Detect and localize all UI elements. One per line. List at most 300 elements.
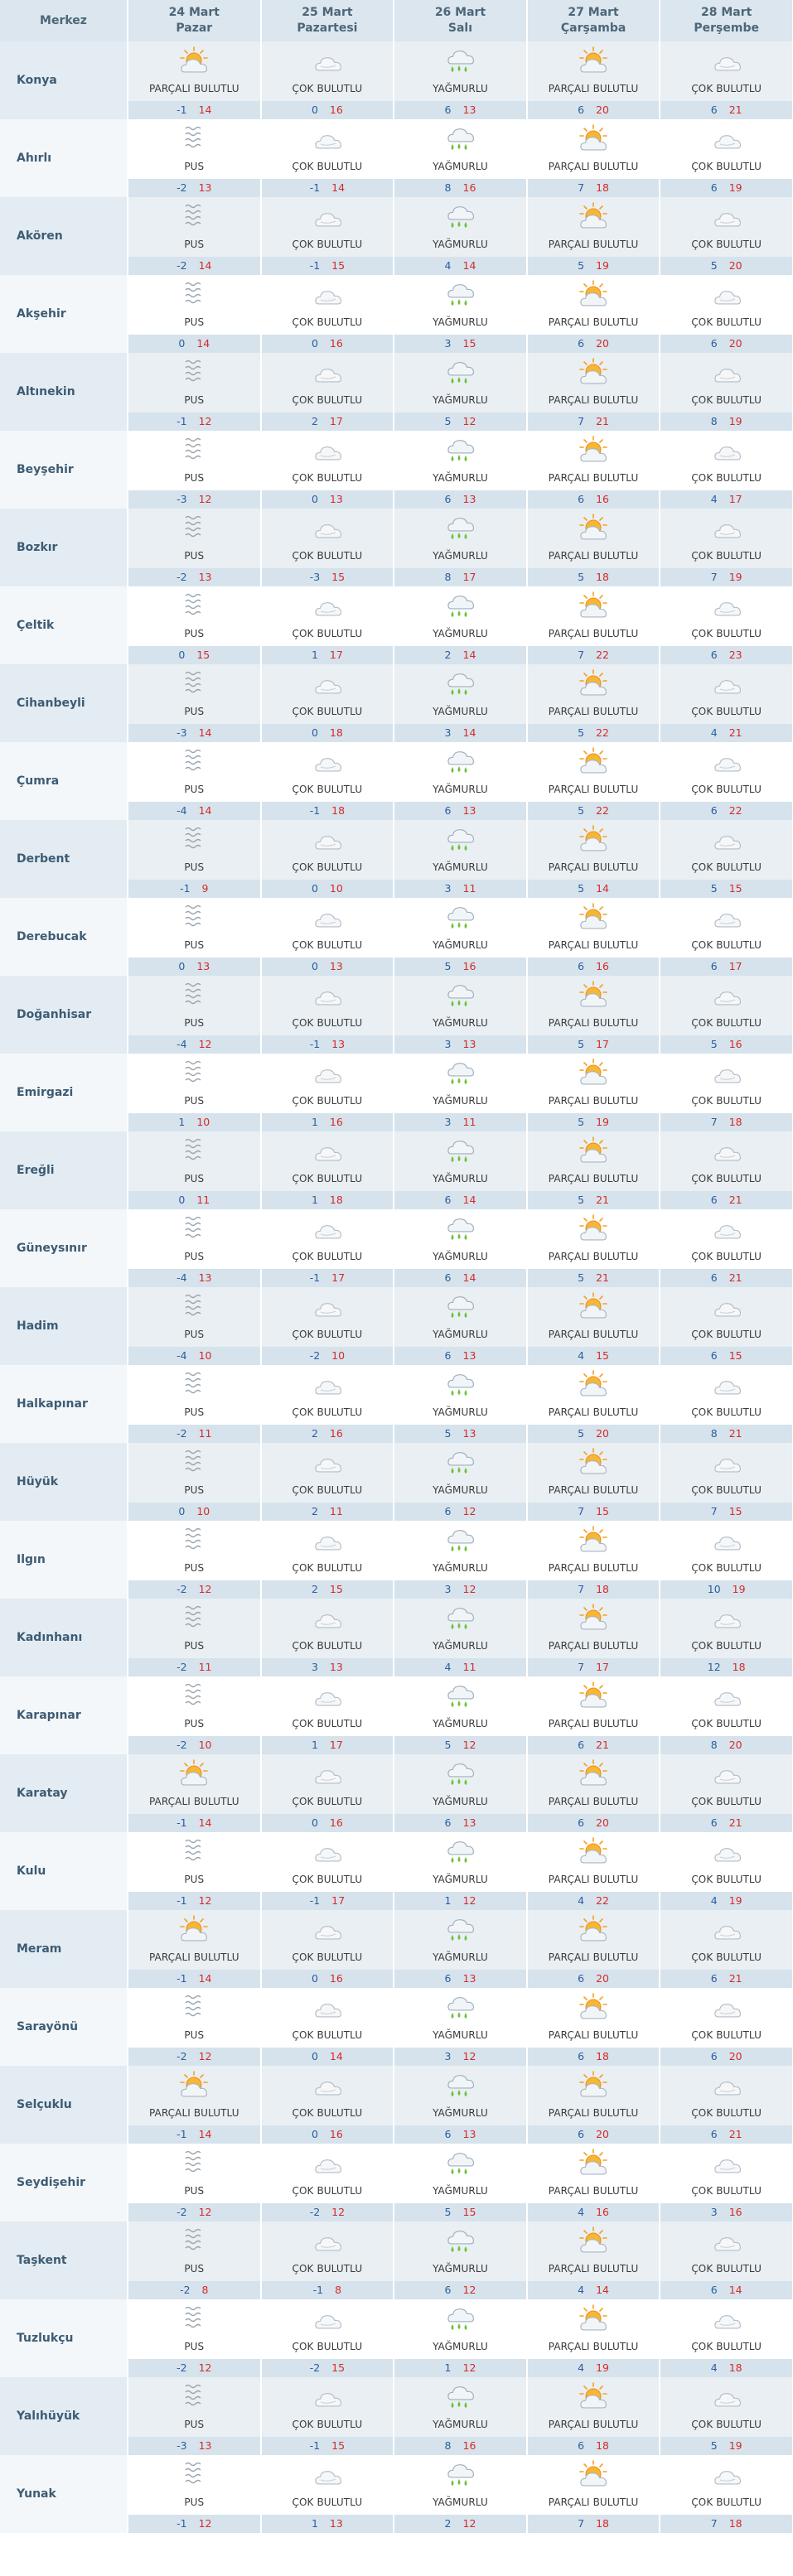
day-forecast-cell (261, 2221, 394, 2299)
partly-cloudy-icon (577, 825, 610, 853)
max-temperature: 13 (198, 1271, 212, 1284)
min-temperature: 6 (710, 649, 718, 661)
cloudy-icon (710, 1136, 743, 1165)
min-temperature: 6 (444, 1816, 452, 1829)
temperature-band (660, 2125, 792, 2144)
day-forecast-cell (660, 1599, 793, 1676)
cloudy-icon (311, 981, 344, 1009)
day-forecast-cell (660, 1988, 793, 2066)
day-forecast-cell (128, 2455, 261, 2533)
location-name: Taşkent (0, 2221, 128, 2299)
condition-label: PUS (184, 2496, 205, 2508)
min-temperature: 6 (444, 1194, 452, 1206)
day-forecast-cell (660, 1131, 793, 1209)
day-forecast-cell (660, 431, 793, 509)
condition-label: ÇOK BULUTLU (292, 316, 363, 328)
min-temperature: -2 (176, 1427, 187, 1440)
min-temperature: -2 (176, 2050, 187, 2062)
condition-label: PUS (184, 1329, 205, 1340)
cloudy-icon (710, 2304, 743, 2332)
max-temperature: 15 (728, 882, 742, 895)
temperature-band (660, 958, 792, 976)
max-temperature: 19 (596, 259, 609, 272)
condition-label: ÇOK BULUTLU (292, 1173, 363, 1184)
day-forecast-cell (660, 1209, 793, 1287)
day-forecast-cell (128, 1521, 261, 1599)
cloudy-icon (311, 1059, 344, 1087)
condition-label: ÇOK BULUTLU (691, 1251, 762, 1262)
day-forecast-cell (261, 1832, 394, 1910)
min-temperature: 6 (710, 337, 718, 350)
partly-cloudy-icon (577, 903, 610, 931)
location-column-header: Merkez (0, 0, 128, 41)
condition-label: PARÇALI BULUTLU (148, 1951, 239, 1963)
condition-label: PARÇALI BULUTLU (548, 2419, 639, 2430)
forecast-row (0, 1910, 793, 1988)
condition-label: PUS (184, 239, 205, 250)
max-temperature: 13 (329, 960, 343, 972)
temperature-band (128, 880, 260, 898)
max-temperature: 13 (198, 2439, 212, 2452)
max-temperature: 10 (198, 1349, 212, 1362)
min-temperature: -1 (180, 882, 191, 895)
min-temperature: 0 (311, 2050, 318, 2062)
min-temperature: 1 (311, 649, 318, 661)
cloudy-icon (311, 2226, 344, 2255)
day-forecast-cell (527, 742, 660, 820)
rain-icon (443, 1681, 476, 1710)
forecast-header (0, 0, 793, 41)
forecast-row (0, 898, 793, 976)
partly-cloudy-icon (177, 46, 210, 75)
max-temperature: 12 (462, 1505, 476, 1517)
temperature-band (394, 1736, 526, 1754)
haze-icon (177, 591, 210, 620)
min-temperature: 2 (311, 1583, 318, 1595)
location-name: Halkapınar (0, 1365, 128, 1443)
day-forecast-cell (527, 2299, 660, 2377)
condition-label: YAĞMURLU (433, 1874, 488, 1885)
temperature-band (660, 2359, 792, 2377)
temperature-band (128, 958, 260, 976)
min-temperature: -1 (176, 415, 187, 427)
min-temperature: 1 (311, 1739, 318, 1751)
cloudy-icon (710, 280, 743, 308)
condition-label: YAĞMURLU (433, 861, 488, 873)
min-temperature: 8 (444, 571, 452, 583)
rain-icon (443, 1370, 476, 1398)
temperature-band (660, 724, 792, 742)
day-forecast-cell (394, 2221, 527, 2299)
day-forecast-cell (660, 1054, 793, 1131)
cloudy-icon (710, 202, 743, 230)
max-temperature: 21 (728, 726, 742, 739)
day-forecast-cell (128, 431, 261, 509)
day-weekday: Salı (447, 22, 473, 35)
forecast-row (0, 820, 793, 898)
rain-icon (443, 1759, 476, 1787)
max-temperature: 20 (728, 337, 742, 350)
cloudy-icon (311, 1604, 344, 1632)
day-forecast-cell (660, 1754, 793, 1832)
condition-label: ÇOK BULUTLU (292, 706, 363, 717)
day-forecast-cell (394, 1443, 527, 1521)
max-temperature: 21 (728, 104, 742, 116)
day-forecast-cell (660, 820, 793, 898)
temperature-band (394, 1503, 526, 1521)
min-temperature: 6 (578, 2439, 585, 2452)
min-temperature: 5 (578, 1038, 585, 1050)
condition-label: PUS (184, 2341, 205, 2352)
day-forecast-cell (261, 1910, 394, 1988)
temperature-band (528, 490, 660, 509)
day-forecast-cell (261, 1676, 394, 1754)
max-temperature: 23 (728, 649, 742, 661)
forecast-row (0, 2221, 793, 2299)
max-temperature: 15 (331, 571, 346, 583)
min-temperature: 3 (311, 1661, 318, 1673)
condition-label: ÇOK BULUTLU (691, 1718, 762, 1729)
day-forecast-cell (261, 898, 394, 976)
location-name: Selçuklu (0, 2066, 128, 2144)
max-temperature: 20 (596, 1972, 609, 1985)
min-temperature: 6 (710, 1972, 718, 1985)
temperature-band (394, 2048, 526, 2066)
min-temperature: 3 (444, 1116, 452, 1128)
max-temperature: 14 (198, 259, 212, 272)
temperature-band (262, 1113, 394, 1131)
condition-label: PARÇALI BULUTLU (548, 2263, 639, 2275)
temperature-band (660, 1580, 792, 1599)
forecast-row (0, 1832, 793, 1910)
max-temperature: 15 (596, 1349, 609, 1362)
day-forecast-cell (527, 2455, 660, 2533)
condition-label: YAĞMURLU (433, 1017, 488, 1029)
forecast-row (0, 1599, 793, 1676)
partly-cloudy-icon (577, 2149, 610, 2177)
temperature-band (128, 2203, 260, 2221)
temperature-band (660, 1658, 792, 1676)
max-temperature: 20 (728, 1739, 742, 1751)
temperature-band (128, 1892, 260, 1910)
temperature-band (128, 1113, 260, 1131)
rain-icon (443, 1059, 476, 1087)
day-forecast-cell (128, 1287, 261, 1365)
temperature-band (128, 2125, 260, 2144)
day-forecast-cell (660, 2221, 793, 2299)
haze-icon (177, 1059, 210, 1087)
day-forecast-cell (261, 41, 394, 119)
max-temperature: 16 (329, 2128, 343, 2140)
day-forecast-cell (394, 1832, 527, 1910)
condition-label: YAĞMURLU (433, 1718, 488, 1729)
day-forecast-cell (660, 976, 793, 1054)
day-forecast-cell (128, 1599, 261, 1676)
condition-label: ÇOK BULUTLU (691, 2185, 762, 2197)
day-forecast-cell (261, 664, 394, 742)
cloudy-icon (710, 981, 743, 1009)
day-forecast-cell (261, 2377, 394, 2455)
max-temperature: 12 (462, 415, 476, 427)
temperature-band (394, 2437, 526, 2455)
haze-icon (177, 514, 210, 542)
day-forecast-cell (527, 1131, 660, 1209)
rain-icon (443, 591, 476, 620)
temperature-band (528, 1269, 660, 1287)
min-temperature: 0 (178, 337, 186, 350)
day-forecast-cell (660, 1910, 793, 1988)
min-temperature: 6 (578, 493, 585, 505)
min-temperature: 5 (578, 1427, 585, 1440)
temperature-band (528, 2437, 660, 2455)
day-forecast-cell (128, 1910, 261, 1988)
temperature-band (394, 2359, 526, 2377)
temperature-band (660, 1503, 792, 1521)
max-temperature: 14 (329, 2050, 343, 2062)
min-temperature: -2 (176, 181, 187, 194)
condition-label: ÇOK BULUTLU (691, 161, 762, 172)
day-forecast-cell (660, 742, 793, 820)
condition-label: ÇOK BULUTLU (292, 2185, 363, 2197)
min-temperature: 6 (710, 1816, 718, 1829)
temperature-band (128, 490, 260, 509)
day-forecast-cell (128, 1832, 261, 1910)
max-temperature: 16 (329, 1816, 343, 1829)
forecast-row (0, 119, 793, 197)
cloudy-icon (311, 514, 344, 542)
rain-icon (443, 1448, 476, 1476)
location-name: Derbent (0, 820, 128, 898)
day-forecast-cell (394, 1676, 527, 1754)
condition-label: ÇOK BULUTLU (292, 1874, 363, 1885)
cloudy-icon (710, 1837, 743, 1865)
condition-label: ÇOK BULUTLU (691, 550, 762, 562)
haze-icon (177, 1604, 210, 1632)
max-temperature: 18 (329, 1194, 343, 1206)
min-temperature: 6 (710, 104, 718, 116)
day-weekday: Çarşamba (560, 22, 626, 35)
cloudy-icon (311, 2071, 344, 2099)
min-temperature: 6 (444, 493, 452, 505)
location-name: Derebucak (0, 898, 128, 976)
min-temperature: -2 (176, 2361, 187, 2374)
min-temperature: 8 (444, 181, 452, 194)
temperature-band (128, 1736, 260, 1754)
condition-label: YAĞMURLU (433, 2029, 488, 2041)
forecast-row (0, 1365, 793, 1443)
condition-label: ÇOK BULUTLU (691, 939, 762, 951)
min-temperature: 7 (578, 2517, 585, 2530)
min-temperature: 6 (710, 181, 718, 194)
temperature-band (660, 1736, 792, 1754)
location-name: Akşehir (0, 275, 128, 353)
max-temperature: 21 (728, 1194, 742, 1206)
temperature-band (262, 1269, 394, 1287)
min-temperature: 0 (311, 1816, 318, 1829)
cloudy-icon (710, 1448, 743, 1476)
day-forecast-cell (527, 1443, 660, 1521)
condition-label: ÇOK BULUTLU (691, 239, 762, 250)
day-header (527, 0, 660, 41)
min-temperature: -2 (309, 2361, 321, 2374)
condition-label: ÇOK BULUTLU (691, 1562, 762, 1574)
cloudy-icon (710, 2382, 743, 2410)
min-temperature: 4 (444, 259, 452, 272)
min-temperature: 7 (710, 1116, 718, 1128)
day-forecast-cell (527, 1599, 660, 1676)
max-temperature: 18 (596, 2050, 609, 2062)
max-temperature: 12 (198, 415, 212, 427)
rain-icon (443, 903, 476, 931)
condition-label: ÇOK BULUTLU (292, 394, 363, 406)
min-temperature: 6 (710, 1271, 718, 1284)
min-temperature: 2 (444, 2517, 452, 2530)
min-temperature: 5 (710, 2439, 718, 2452)
condition-label: ÇOK BULUTLU (292, 784, 363, 795)
location-name: Çeltik (0, 586, 128, 664)
day-forecast-cell (128, 1754, 261, 1832)
min-temperature: 5 (578, 1271, 585, 1284)
day-forecast-cell (261, 1521, 394, 1599)
forecast-row (0, 664, 793, 742)
forecast-row (0, 1209, 793, 1287)
max-temperature: 21 (728, 1816, 742, 1829)
day-forecast-cell (261, 119, 394, 197)
partly-cloudy-icon (577, 358, 610, 386)
min-temperature: 0 (311, 337, 318, 350)
max-temperature: 19 (728, 415, 742, 427)
day-forecast-cell (527, 1365, 660, 1443)
min-temperature: -1 (176, 2128, 187, 2140)
temperature-band (394, 2515, 526, 2533)
day-forecast-cell (394, 1599, 527, 1676)
day-forecast-cell (261, 2144, 394, 2221)
rain-icon (443, 2382, 476, 2410)
temperature-band (660, 490, 792, 509)
day-forecast-cell (394, 509, 527, 586)
condition-label: PARÇALI BULUTLU (548, 784, 639, 795)
min-temperature: 0 (311, 726, 318, 739)
max-temperature: 16 (329, 104, 343, 116)
day-forecast-cell (394, 197, 527, 275)
temperature-band (262, 802, 394, 820)
rain-icon (443, 280, 476, 308)
temperature-band (394, 1113, 526, 1131)
max-temperature: 17 (331, 1271, 346, 1284)
condition-label: PUS (184, 472, 205, 484)
temperature-band (262, 958, 394, 976)
day-forecast-cell (394, 1209, 527, 1287)
day-forecast-cell (394, 2377, 527, 2455)
day-forecast-cell (261, 1054, 394, 1131)
condition-label: PARÇALI BULUTLU (548, 628, 639, 639)
location-name: Güneysınır (0, 1209, 128, 1287)
min-temperature: 5 (710, 1038, 718, 1050)
min-temperature: 5 (578, 882, 585, 895)
condition-label: PUS (184, 1874, 205, 1885)
day-forecast-cell (394, 898, 527, 976)
cloudy-icon (311, 1292, 344, 1320)
max-temperature: 19 (596, 1116, 609, 1128)
min-temperature: -1 (176, 1816, 187, 1829)
forecast-row (0, 431, 793, 509)
forecast-row (0, 742, 793, 820)
condition-label: ÇOK BULUTLU (292, 1951, 363, 1963)
condition-label: ÇOK BULUTLU (292, 1484, 363, 1496)
partly-cloudy-icon (577, 1448, 610, 1476)
min-temperature: 0 (311, 1972, 318, 1985)
max-temperature: 10 (196, 1505, 210, 1517)
temperature-band (394, 1347, 526, 1365)
condition-label: YAĞMURLU (433, 784, 488, 795)
haze-icon (177, 747, 210, 775)
day-forecast-cell (128, 41, 261, 119)
temperature-band (528, 2125, 660, 2144)
max-temperature: 20 (596, 1816, 609, 1829)
day-forecast-cell (128, 1988, 261, 2066)
location-name: Emirgazi (0, 1054, 128, 1131)
forecast-row (0, 2455, 793, 2533)
day-forecast-cell (660, 1832, 793, 1910)
temperature-band (394, 1035, 526, 1054)
min-temperature: 7 (578, 1583, 585, 1595)
max-temperature: 12 (198, 2050, 212, 2062)
condition-label: YAĞMURLU (433, 1095, 488, 1107)
min-temperature: -3 (309, 571, 321, 583)
condition-label: PARÇALI BULUTLU (548, 550, 639, 562)
day-forecast-cell (128, 976, 261, 1054)
temperature-band (128, 412, 260, 431)
min-temperature: -4 (176, 1349, 187, 1362)
min-temperature: 5 (578, 259, 585, 272)
forecast-row (0, 1676, 793, 1754)
haze-icon (177, 124, 210, 152)
condition-label: PARÇALI BULUTLU (548, 1874, 639, 1885)
max-temperature: 15 (331, 2439, 346, 2452)
day-forecast-cell (261, 353, 394, 431)
partly-cloudy-icon (577, 1915, 610, 1943)
rain-icon (443, 2149, 476, 2177)
day-forecast-cell (527, 2066, 660, 2144)
day-forecast-cell (394, 1131, 527, 1209)
temperature-band (660, 2203, 792, 2221)
cloudy-icon (710, 358, 743, 386)
partly-cloudy-icon (577, 2071, 610, 2099)
partly-cloudy-icon (577, 1370, 610, 1398)
max-temperature: 18 (329, 726, 343, 739)
condition-label: ÇOK BULUTLU (691, 1017, 762, 1029)
cloudy-icon (710, 1214, 743, 1242)
max-temperature: 13 (462, 1427, 476, 1440)
temperature-band (660, 1892, 792, 1910)
rain-icon (443, 981, 476, 1009)
condition-label: ÇOK BULUTLU (691, 472, 762, 484)
min-temperature: 2 (311, 415, 318, 427)
temperature-band (660, 1035, 792, 1054)
max-temperature: 17 (462, 571, 476, 583)
temperature-band (394, 2281, 526, 2299)
condition-label: YAĞMURLU (433, 1173, 488, 1184)
condition-label: PARÇALI BULUTLU (548, 1718, 639, 1729)
day-date: 27 Mart (568, 6, 619, 19)
partly-cloudy-icon (577, 1604, 610, 1632)
max-temperature: 17 (329, 649, 343, 661)
condition-label: PARÇALI BULUTLU (548, 161, 639, 172)
max-temperature: 8 (201, 2284, 209, 2296)
temperature-band (262, 2203, 394, 2221)
max-temperature: 11 (462, 882, 476, 895)
condition-label: PARÇALI BULUTLU (148, 2107, 239, 2119)
